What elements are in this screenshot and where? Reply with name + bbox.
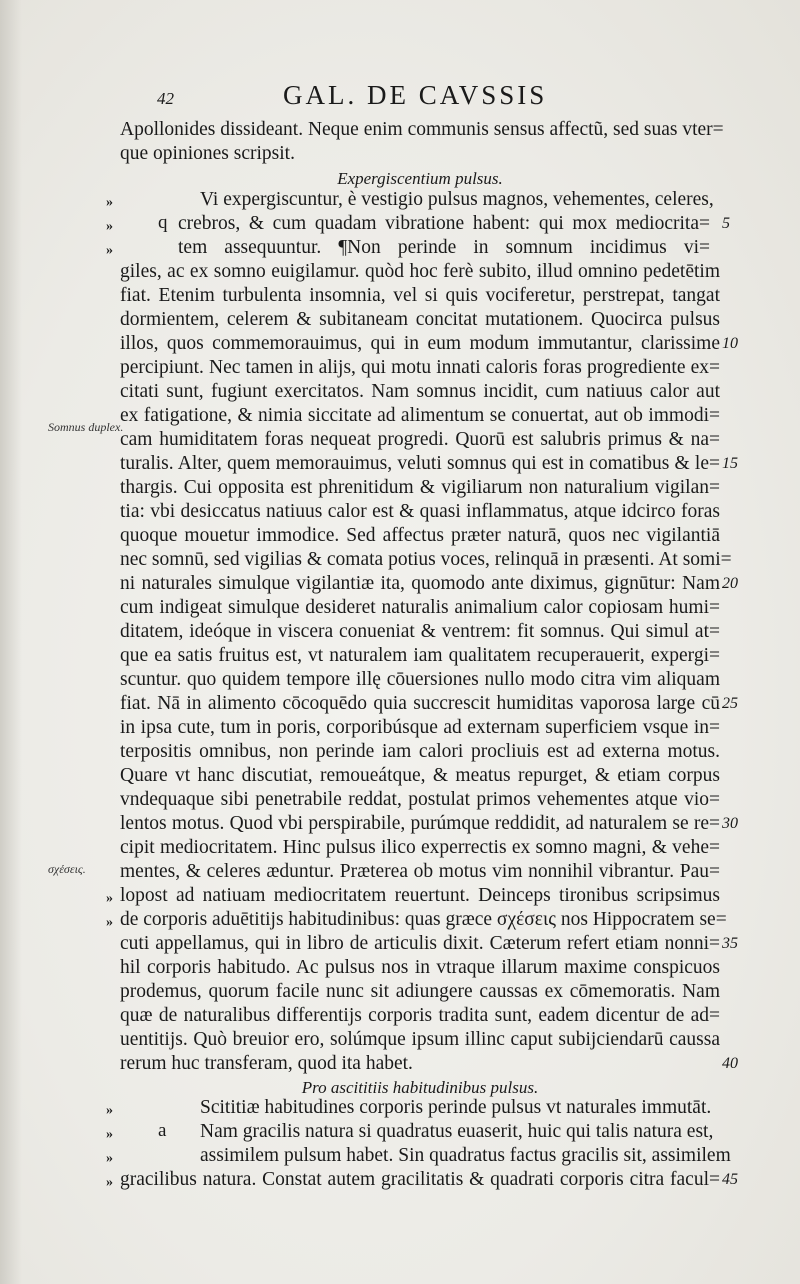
text-line: dormientem, celerem & subitaneam concitat mutationem. Quocirca pulsus — [120, 309, 720, 330]
page-number: 42 — [157, 89, 174, 108]
line-number: 30 — [722, 815, 738, 832]
text-line: cuti appellamus, qui in libro de articulis dixit. Cæterum refert etiam nonni= — [120, 933, 720, 954]
text-line: percipiunt. Nec tamen in alijs, qui motu innati caloris foras progrediente ex= — [120, 357, 720, 378]
text-line: assimilem pulsum habet. Sin quadratus factus gracilis sit, assimilem — [200, 1145, 731, 1166]
quote-mark: » — [106, 219, 113, 234]
text-line: ditatem, ideóque in viscera conueniat & ventrem: fit somnus. Qui simul at= — [120, 621, 720, 642]
text-line: gracilibus natura. Constat autem gracilitatis & quadrati corporis citra facul= — [120, 1169, 720, 1190]
line-number: 5 — [722, 215, 730, 232]
text-line: ex fatigatione, & nimia siccitate ad alimentum se conuertat, aut ob immodi= — [120, 405, 720, 426]
section-heading: Pro ascititiis habitudinibus pulsus. — [301, 1078, 539, 1097]
text-line: fiat. Nā in alimento cōcoquēdo quia succrescit humiditas vaporosa large cū — [120, 693, 720, 714]
text-line: in ipsa cute, tum in poris, corporibúsque ad externam superficiem vsque in= — [120, 717, 720, 738]
text-line: uentitijs. Quò breuior ero, solúmque ipsum illinc caput subijciendarū caussa — [120, 1029, 720, 1050]
text-line: terpositis omnibus, non perinde iam calori procliuis est ad externa motus. — [120, 741, 720, 762]
letter-marker: a — [158, 1120, 167, 1141]
text-line: citati sunt, fugiunt exercitatos. Nam somnus incidit, cum natiuus calor aut — [120, 381, 720, 402]
text-line: que ea satis fruitus est, vt naturalem iam qualitatem recuperauerit, expergi= — [120, 645, 720, 666]
line-number: 10 — [722, 335, 738, 352]
text-line: tia: vbi desiccatus natiuus calor est & quasi inflammatus, atque idcirco foras — [120, 501, 720, 522]
quote-mark: » — [106, 1175, 113, 1190]
line-number: 40 — [722, 1055, 738, 1072]
text-line: hil corporis habitudo. Ac pulsus nos in vtraque illarum maxime conspicuos — [120, 957, 720, 978]
text-line: scuntur. quo quidem tempore illę cōuersiones nullo modo citra vim aliquam — [120, 669, 720, 690]
line-number: 15 — [722, 455, 738, 472]
text-line: ni naturales simulque vigilantiæ ita, quomodo ante diximus, gignūtur: Nam — [120, 573, 720, 594]
text-line: nec somnū, sed vigilias & comata potius voces, relinquā in præsenti. At somi= — [120, 549, 732, 570]
text-line: cam humiditatem foras nequeat progredi. Quorū est salubris primus & na= — [120, 429, 720, 450]
line-number: 25 — [722, 695, 738, 712]
running-head: GAL. DE CAVSSIS — [283, 80, 548, 110]
text-line: de corporis aduētitijs habitudinibus: quas græce σχέσεις nos Hippocratem se= — [120, 909, 727, 930]
quote-mark: » — [106, 1127, 113, 1142]
text-line: que opiniones scripsit. — [120, 143, 295, 164]
quote-mark: » — [106, 243, 113, 258]
quote-mark: » — [106, 1151, 113, 1166]
text-line: Apollonides dissideant. Neque enim communis sensus affectũ, sed suas vter= — [120, 119, 724, 140]
text-line: crebros, & cum quadam vibratione habent: qui mox mediocrita= — [178, 213, 710, 234]
quote-mark: » — [106, 195, 113, 210]
text-line: quæ de naturalibus differentijs corporis tradita sunt, eadem dicentur de ad= — [120, 1005, 720, 1026]
text-line: illos, quos commemorauimus, qui in eum modum immutantur, clarissime — [120, 333, 720, 354]
text-line: turalis. Alter, quem memorauimus, veluti somnus qui est in comatibus & le= — [120, 453, 720, 474]
text-line: fiat. Etenim turbulenta insomnia, vel si quis vociferetur, perstrepat, tangat — [120, 285, 720, 306]
quote-mark: » — [106, 891, 113, 906]
margin-note: σχέσεις. — [48, 862, 86, 876]
text-line: lopost ad natiuam mediocritatem reuertunt. Deinceps tironibus scripsimus — [120, 885, 720, 906]
line-number: 35 — [722, 935, 738, 952]
text-line: Vi expergiscuntur, è vestigio pulsus magnos, vehementes, celeres, — [200, 189, 714, 210]
section-heading: Expergiscentium pulsus. — [337, 169, 503, 188]
text-line: Quare vt hanc discutiat, remoueátque, & meatus repurget, & etiam corpus — [120, 765, 720, 786]
text-line: prodemus, quorum facile nunc sit adiungere caussas ex cōmemoratis. Nam — [120, 981, 720, 1002]
text-line: quoque mouetur immodice. Sed affectus præter naturā, quos nec vigilantiā — [120, 525, 720, 546]
quote-mark: » — [106, 1103, 113, 1118]
text-line: lentos motus. Quod vbi perspirabile, purúmque reddidit, ad naturalem se re= — [120, 813, 720, 834]
text-line: rerum huc transferam, quod ita habet. — [120, 1053, 413, 1074]
text-line: vndequaque sibi penetrabile reddat, postulat primos vehementes atque vio= — [120, 789, 720, 810]
text-line: Nam gracilis natura si quadratus euaserit, huic qui talis natura est, — [200, 1121, 714, 1142]
quote-mark: » — [106, 915, 113, 930]
text-line: thargis. Cui opposita est phrenitidum & vigiliarum non naturalium vigilan= — [120, 477, 720, 498]
text-line: mentes, & celeres æduntur. Præterea ob motus vim nonnihil vibrantur. Pau= — [120, 861, 720, 882]
text-line: cum indigeat simulque desideret naturalis animalium calor copiosam humi= — [120, 597, 720, 618]
line-number: 20 — [722, 575, 738, 592]
letter-marker: q — [158, 212, 168, 233]
text-line: tem assequuntur. ¶Non perinde in somnum incidimus vi= — [178, 237, 710, 258]
text-line: giles, ac ex somno euigilamur. quòd hoc ferè subito, illud omnino pedetētim — [120, 261, 720, 282]
text-line: Scititiæ habitudines corporis perinde pulsus vt naturales immutāt. — [200, 1097, 712, 1118]
line-number: 45 — [722, 1171, 738, 1188]
text-line: cipit mediocritatem. Hinc pulsus ilico experrectis ex somno magni, & vehe= — [120, 837, 720, 858]
margin-note: Somnus duplex. — [48, 420, 124, 434]
